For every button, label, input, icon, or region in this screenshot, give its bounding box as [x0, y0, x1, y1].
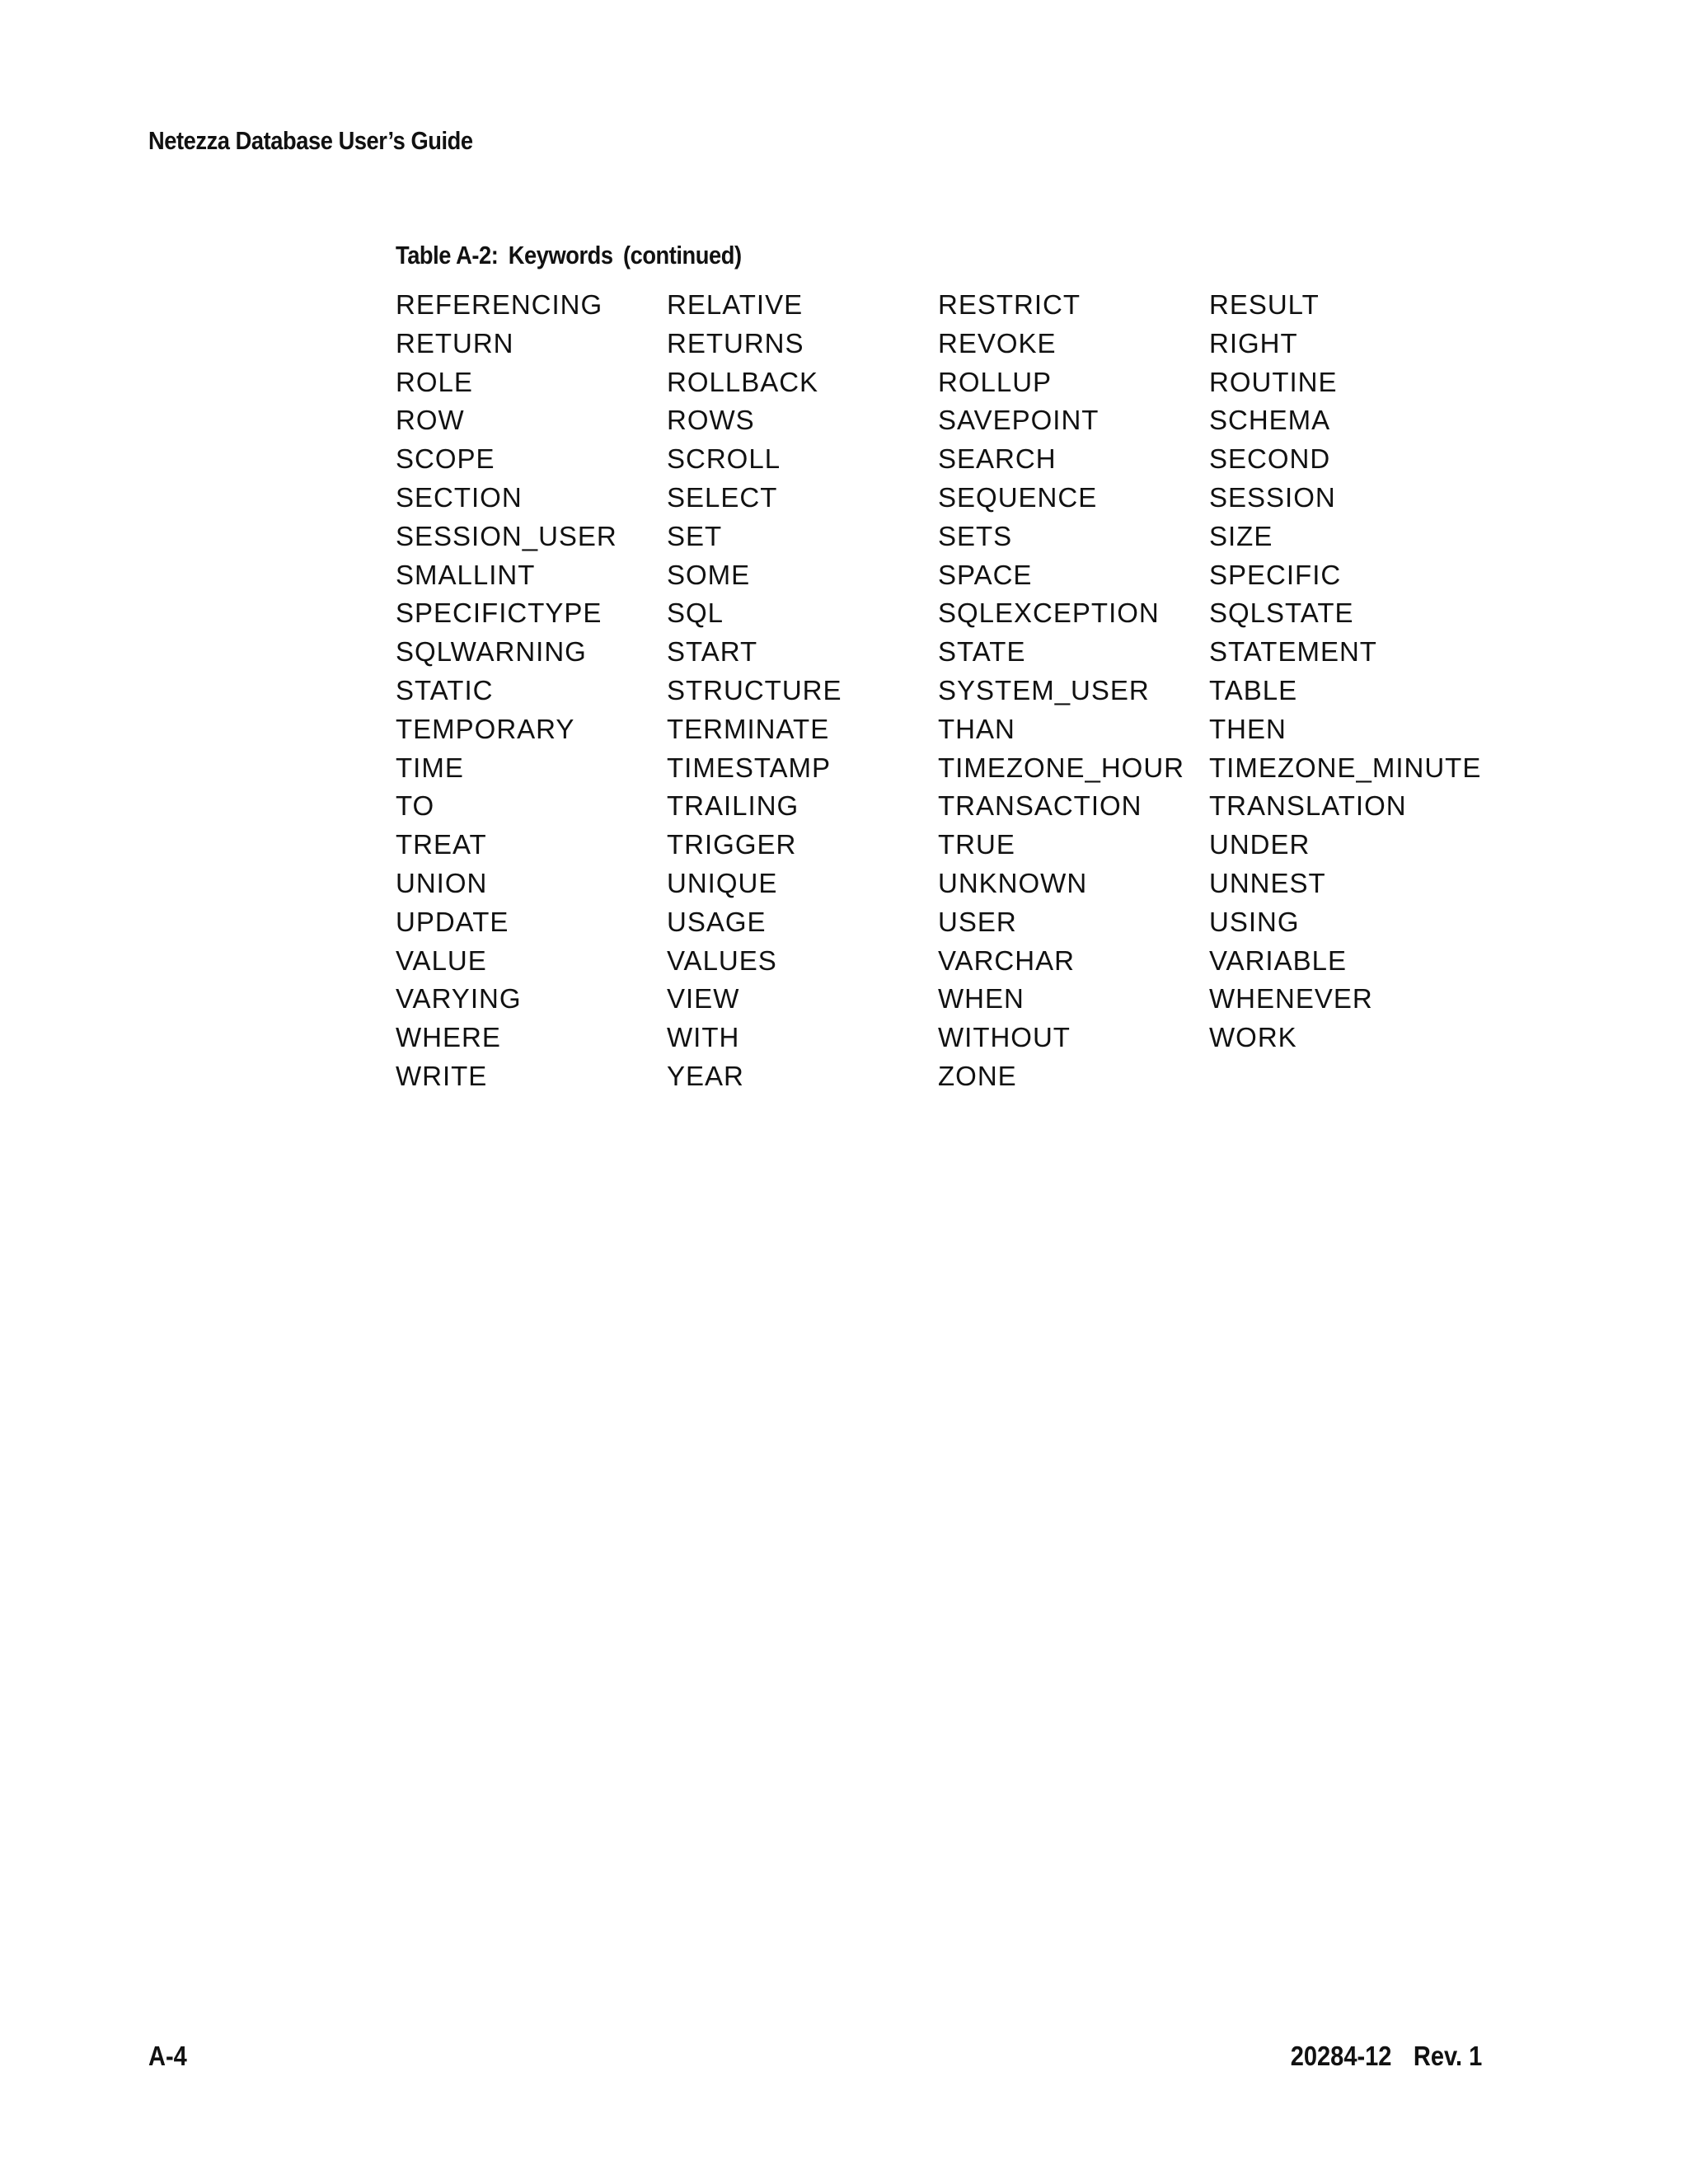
keyword-cell: VIEW — [667, 983, 740, 1015]
keyword-cell: ROLLBACK — [667, 366, 819, 397]
keyword-cell: SAVEPOINT — [938, 405, 1100, 436]
keyword-cell: UNION — [396, 867, 488, 898]
keyword-cell: SCHEMA — [1209, 405, 1331, 436]
keyword-cell: TRIGGER — [667, 829, 797, 860]
keyword-cell: TIME — [396, 752, 464, 783]
keyword-cell: ROW — [396, 405, 465, 436]
keyword-cell: SEARCH — [938, 443, 1057, 475]
keyword-cell: TIMEZONE_MINUTE — [1209, 752, 1482, 783]
keyword-cell: STATIC — [396, 674, 494, 705]
keyword-cell: RETURNS — [667, 327, 804, 359]
keywords-table — [396, 286, 1480, 1096]
keyword-cell: RESULT — [1209, 289, 1320, 320]
keyword-cell: UNNEST — [1209, 867, 1326, 898]
table-caption-note: (continued) — [622, 241, 742, 269]
keyword-cell: STATEMENT — [1209, 636, 1377, 668]
keyword-cell: TREAT — [396, 829, 487, 860]
keyword-cell: SCROLL — [667, 443, 781, 475]
keyword-cell: USAGE — [667, 906, 767, 937]
keyword-cell: SELECT — [667, 481, 778, 513]
keyword-cell: WITHOUT — [938, 1022, 1071, 1053]
keyword-cell: TABLE — [1209, 674, 1298, 705]
keyword-cell: REFERENCING — [396, 289, 603, 320]
keyword-cell: THAN — [938, 713, 1015, 744]
keyword-cell: UPDATE — [396, 906, 509, 937]
keyword-cell: SQL — [667, 598, 724, 629]
keyword-cell: SETS — [938, 520, 1013, 551]
keyword-cell: WHEN — [938, 983, 1025, 1015]
revision: Rev. 1 — [1413, 2041, 1482, 2071]
keyword-cell: TRUE — [938, 829, 1015, 860]
keyword-cell: WITH — [667, 1022, 740, 1053]
keyword-cell: REVOKE — [938, 327, 1057, 359]
keyword-cell: TIMESTAMP — [667, 752, 832, 783]
keyword-cell: TRANSLATION — [1209, 790, 1407, 822]
keyword-cell: STRUCTURE — [667, 674, 842, 705]
keyword-cell: SPECIFICTYPE — [396, 598, 603, 629]
doc-number: 20284-12 — [1290, 2041, 1392, 2071]
keyword-cell: WHENEVER — [1209, 983, 1373, 1015]
keyword-cell: UNIQUE — [667, 867, 778, 898]
keyword-cell: UNDER — [1209, 829, 1311, 860]
table-caption — [396, 241, 742, 270]
keyword-cell: ROUTINE — [1209, 366, 1338, 397]
keyword-cell: WORK — [1209, 1022, 1297, 1053]
keyword-cell: SPECIFIC — [1209, 559, 1342, 590]
keyword-cell: VARCHAR — [938, 944, 1075, 976]
keyword-cell: SECTION — [396, 481, 523, 513]
keyword-cell: SMALLINT — [396, 559, 536, 590]
keyword-cell: VALUES — [667, 944, 777, 976]
footer-page-number — [148, 2041, 187, 2072]
page-number: A-4 — [148, 2041, 187, 2071]
keyword-cell: SOME — [667, 559, 751, 590]
keyword-cell: USING — [1209, 906, 1300, 937]
keyword-cell: RIGHT — [1209, 327, 1298, 359]
keyword-cell: TRANSACTION — [938, 790, 1142, 822]
keyword-cell: USER — [938, 906, 1017, 937]
keyword-cell: TRAILING — [667, 790, 799, 822]
keyword-cell: TERMINATE — [667, 713, 830, 744]
keyword-cell: SPACE — [938, 559, 1033, 590]
keyword-cell: ZONE — [938, 1060, 1017, 1091]
keyword-cell: SCOPE — [396, 443, 495, 475]
keyword-cell: TO — [396, 790, 435, 822]
keyword-cell: ROLE — [396, 366, 473, 397]
keyword-cell: SECOND — [1209, 443, 1331, 475]
keyword-cell: SET — [667, 520, 723, 551]
running-header — [148, 126, 473, 156]
keyword-cell: WRITE — [396, 1060, 488, 1091]
keyword-cell: SYSTEM_USER — [938, 674, 1150, 705]
keyword-cell: RETURN — [396, 327, 514, 359]
keyword-cell: SIZE — [1209, 520, 1273, 551]
keyword-cell: THEN — [1209, 713, 1287, 744]
keyword-cell: SQLEXCEPTION — [938, 598, 1160, 629]
keyword-cell: YEAR — [667, 1060, 744, 1091]
keyword-cell: TEMPORARY — [396, 713, 575, 744]
footer-doc-info — [1290, 2041, 1482, 2072]
document-title: Netezza Database User’s Guide — [148, 126, 473, 155]
keyword-cell: VARIABLE — [1209, 944, 1347, 976]
keyword-cell: SQLWARNING — [396, 636, 587, 668]
keyword-cell: STATE — [938, 636, 1026, 668]
keyword-cell: START — [667, 636, 758, 668]
keyword-cell — [1209, 1057, 1480, 1096]
table-caption-label: Table A-2: — [396, 241, 499, 269]
keyword-cell: SQLSTATE — [1209, 598, 1354, 629]
keyword-cell: WHERE — [396, 1022, 501, 1053]
keyword-cell: RESTRICT — [938, 289, 1081, 320]
keyword-cell: ROWS — [667, 405, 755, 436]
keyword-cell: SESSION_USER — [396, 520, 617, 551]
keyword-cell: VALUE — [396, 944, 487, 976]
keyword-cell: UNKNOWN — [938, 867, 1088, 898]
table-caption-title: Keywords — [508, 241, 613, 269]
keyword-cell: SEQUENCE — [938, 481, 1098, 513]
keyword-cell: TIMEZONE_HOUR — [938, 752, 1185, 783]
keyword-cell: RELATIVE — [667, 289, 804, 320]
keyword-cell: VARYING — [396, 983, 522, 1015]
keyword-cell: SESSION — [1209, 481, 1336, 513]
keyword-cell: ROLLUP — [938, 366, 1053, 397]
